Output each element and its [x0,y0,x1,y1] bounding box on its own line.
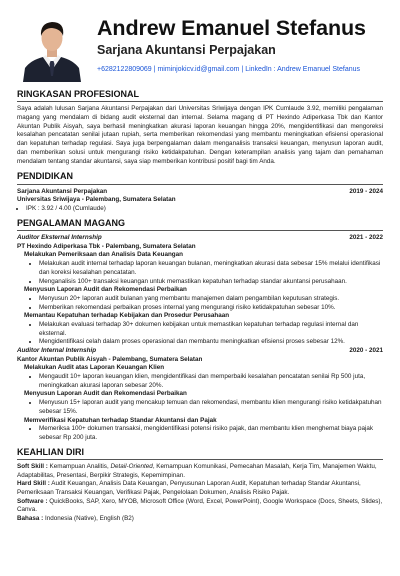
summary-text: Saya adalah lulusan Sarjana Akuntansi Perpajakan dari Universitas Sriwijaya dengan IPK Cumlaude 3.92, memiliki pengalaman magang yang mendalam di bidang audit eksternal dan internal. Selama magang di PT Hexindo Adiperkasa Tbk dan Kantor Akuntan Publik Aisyah, saya berhasil meningkatkan akurasi laporan keuangan hingga 20%, mengidentifikasi dan mengoreksi kesalahan pencatatan senilai jutaan rupiah, serta memberikan rekomendasi yang membantu meningkatkan efisiensi operasional dan kepatuhan terhadap regulasi. Saya juga berpengalaman dalam menganalisis transaksi keuangan, menyusun laporan audit, dan memberikan solusi untuk mengurangi risiko ketidakpatuhan. Dengan keterampilan analisis yang tajam dan pemahaman mendalam tentang standar akuntansi, saya siap memberikan kontribusi positif bagi tim Anda. [17,105,383,165]
duty-heading: Menyusun Laporan Audit dan Rekomendasi Perbaikan [24,390,187,398]
list-item: • Menyusun 15+ laporan audit yang mencakup temuan dan rekomendasi, membantu klien mengurangi risiko ketidakpatuhan sebesar 15%. [39,399,383,416]
experience-section [17,217,383,446]
duty-list [17,373,383,390]
hard-skill-text: Audit Keuangan, Analisis Data Keuangan, Penyusunan Laporan Audit, Kepatuhan terhadap Standar Akuntansi, Pemeriksaan Transaksi Keuangan, Verifikasi Pajak, Pengelolaan Dokumen, Analisis Risiko Pajak. [17,480,361,497]
job-dates: 2020 - 2021 [349,347,383,355]
duty-list [17,260,383,286]
software-label: Software : [17,497,48,505]
contact-separator: | [241,66,244,73]
duty-heading: Memantau Kepatuhan terhadap Kebijakan dan Prosedur Perusahaan [24,312,230,320]
duty-heading: Menyusun Laporan Audit dan Rekomendasi Perbaikan [24,286,187,294]
job-dates: 2021 - 2022 [349,234,383,242]
linkedin-link[interactable]: LinkedIn : Andrew Emanuel Stefanus [245,66,361,73]
section-title-summary: RINGKASAN PROFESIONAL [17,88,383,102]
education-details [17,205,383,214]
soft-skill-line [17,463,383,480]
summary-section [17,88,383,166]
education-gpa: • IPK : 3.92 / 4.00 (Cumlaude) [26,205,383,214]
job-position: Auditor Internal Internship [17,347,97,355]
skills-section [17,446,383,524]
education-degree: Sarjana Akuntansi Perpajakan [17,187,108,195]
hard-skill-line [17,480,383,497]
duty-list [17,399,383,416]
list-item: • Memeriksa 100+ dokumen transaksi, mengidentifikasi potensi risiko pajak, dan membantu klien menghemat biaya pajak sebesar Rp 200 juta. [39,425,383,442]
language-label: Bahasa : [17,515,44,523]
job-entry [17,234,383,347]
resume-header [17,0,383,88]
list-item: • Memberikan rekomendasi perbaikan proses internal yang mengurangi risiko ketidakpatuhan sebesar 10%. [39,304,383,313]
contact-line [97,65,360,75]
list-item: • Melakukan audit internal terhadap laporan keuangan bulanan, meningkatkan akurasi data sebesar 15% melalui identifikasi dan koreksi kesalahan pencatatan. [39,260,383,277]
phone-link[interactable]: +6282122809069 [97,66,152,73]
full-name: Andrew Emanuel Stefanus [97,16,366,40]
duty-list [17,321,383,347]
language-line [17,515,383,524]
job-company: PT Hexindo Adiperkasa Tbk - Palembang, Sumatera Selatan [17,242,196,250]
education-section [17,170,383,216]
job-entry [17,347,383,443]
list-item: • Mengaudit 10+ laporan keuangan klien, mengidentifikasi dan memperbaiki kesalahan pencatatan senilai Rp 500 juta, meningkatkan akurasi laporan sebesar 20%. [39,373,383,390]
software-text: QuickBooks, SAP, Xero, MYOB, Microsoft Office (Word, Excel, PowerPoint), Google Workspace (Docs, Sheets, Slides), Canva. [17,497,383,514]
duty-list [17,295,383,312]
education-row [17,188,383,197]
job-position: Auditor Eksternal Internship [17,234,102,242]
email-link[interactable]: miminjokicv.id@gmail.com [157,66,240,73]
job-company: Kantor Akuntan Publik Aisyah - Palembang, Sumatera Selatan [17,355,203,363]
duty-heading: Melakukan Audit atas Laporan Keuangan Klien [24,364,165,372]
section-title-skills: KEAHLIAN DIRI [17,446,383,460]
language-text: Indonesia (Native), English (B2) [43,515,134,523]
section-title-experience: PENGALAMAN MAGANG [17,217,383,231]
duty-heading: Melakukan Pemeriksaan dan Analisis Data Keuangan [24,251,183,259]
list-item: • Mengidentifikasi celah dalam proses operasional dan membantu meningkatkan efisiensi proses sebesar 12%. [39,338,383,347]
job-title: Sarjana Akuntansi Perpajakan [97,43,276,57]
duty-heading: Memverifikasi Kepatuhan terhadap Standar Akuntansi dan Pajak [24,416,217,424]
education-dates: 2019 - 2024 [349,187,383,195]
education-school: Universitas Sriwijaya - Palembang, Sumatera Selatan [17,196,176,204]
soft-skill-text: Kemampuan Analitis, [47,463,111,470]
software-line [17,498,383,515]
soft-skill-text-italic: Detail-Oriented [110,463,153,470]
list-item: • Melakukan evaluasi terhadap 30+ dokumen kebijakan untuk memastikan kepatuhan terhadap regulasi internal dan eksternal. [39,321,383,338]
list-item: • Menyusun 20+ laporan audit bulanan yang membantu manajemen dalam pengambilan keputusan strategis. [39,295,383,304]
soft-skill-text-rest: , Kemampuan Komunikasi, Pemecahan Masalah, Kerja Tim, Manajemen Waktu, Adaptabilitas, Presentasi, Berpikir Strategis, Kepemimpinan. [17,463,377,479]
list-item: • Menganalisis 100+ transaksi keuangan untuk memastikan kepatuhan terhadap standar akuntansi perusahaan. [39,278,383,287]
soft-skill-label: Soft Skill : [17,463,48,470]
duty-list [17,425,383,442]
profile-photo-image [21,10,83,82]
hard-skill-label: Hard Skill : [17,480,50,488]
profile-photo [21,10,83,82]
section-title-education: PENDIDIKAN [17,170,383,184]
contact-separator: | [153,66,156,73]
